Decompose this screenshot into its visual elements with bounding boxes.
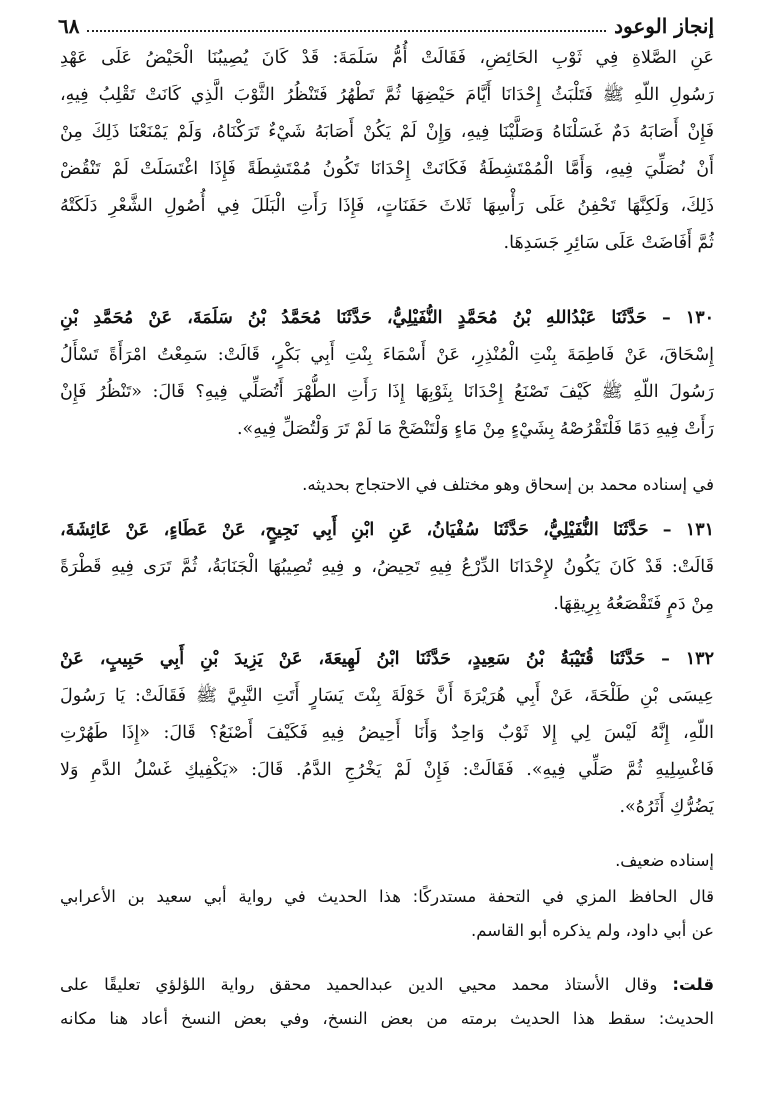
- text-line: يَضُرُّكِ أَثَرُهُ».: [619, 797, 714, 817]
- note-text: عن أبي داود، ولم يذكره أبو القاسم.: [471, 921, 714, 940]
- hadith-first-line: [60, 641, 714, 678]
- hadith-number: ١٣٢: [685, 649, 714, 669]
- note-text: قال الحافظ المزي في التحفة مستدركًا: هذا الحديث في رواية أبي سعيد بن الأعرابي: [60, 887, 714, 906]
- text-line: ذَلِكَ، وَلَكِنَّهَا تَحْفِنُ عَلَى رَأْسِهَا ثَلاثَ حَفَنَاتٍ، فَإِذَا رَأَتِ الْبَلَلَ فِي أُصُولِ الشَّعْرِ دَلَكَتْهُ: [60, 196, 714, 216]
- text-line: رَأَتْ فِيهِ دَمًا فَلْتَقْرُصْهُ بِشَيْءٍ مِنْ مَاءٍ وَلْتَنْضَحْ مَا لَمْ تَرَ وَلْتُصَلِّ فِيهِ».: [236, 419, 714, 439]
- note-text: وقال الأستاذ محمد محيي الدين عبدالحميد محقق رواية اللؤلؤي تعليقًا على: [60, 975, 673, 994]
- text-line: أَنْ نُصَلِّيَ فِيهِ، وَأَمَّا الْمُمْتَشِطَةُ فَكَانَتْ إِحْدَانَا تَكُونُ مُمْتَشِطَةً فَإِذَا اغْتَسَلَتْ لَمْ تَنْقُضْ: [60, 159, 714, 179]
- hadith-first-line: [60, 512, 714, 549]
- text-line: حَدَّثَنَا عَبْدُاللهِ بْنُ مُحَمَّدٍ النُّفَيْلِيُّ، حَدَّثَنَا مُحَمَّدُ بْنُ سَلَمَةَ، عَنْ مُحَمَّدِ بْنِ: [60, 308, 647, 328]
- text-line: حَدَّثَنَا النُّفَيْلِيُّ، حَدَّثَنَا سُفْيَانُ، عَنِ ابْنِ أَبِي نَجِيحٍ، عَنْ عَطَاءٍ، عَنْ عَائِشَةَ،: [60, 520, 649, 540]
- hadith-first-line: [60, 300, 714, 337]
- book-title: إنجاز الوعود: [614, 14, 714, 38]
- text-line: ثُمَّ أَفَاضَتْ عَلَى سَائِرِ جَسَدِهَا.: [503, 233, 714, 253]
- hadith-dash: –: [646, 308, 686, 328]
- qultu-label: قلت:: [672, 975, 714, 994]
- text-line: إِسْحَاقَ، عَنْ فَاطِمَةَ بِنْتِ الْمُنْذِرِ، عَنْ أَسْمَاءَ بِنْتِ أَبِي بَكْرٍ، قَالَتْ: سَمِعْتُ امْرَأَةً تَسْأَلُ: [60, 345, 714, 365]
- note-text: في إسناده محمد بن إسحاق وهو مختلف في الاحتجاج بحديثه.: [302, 475, 714, 494]
- text-line: مِنْ دَمٍ فَتَقْصَعُهُ بِرِيقِهَا.: [553, 594, 714, 614]
- isnad-note-130: [60, 468, 714, 502]
- isnad-note-132: [60, 844, 714, 878]
- qultu-commentary: [60, 968, 714, 1036]
- mizzi-commentary: [60, 880, 714, 948]
- text-line: فَإِنْ أَصَابَهُ دَمٌ غَسَلْنَاهُ وَصَلَّيْنَا فِيهِ، وَإِنْ لَمْ يَكُنْ أَصَابَهُ شَيْءٌ تَرَكْنَاهُ، وَلَمْ يَمْنَعْنَا ذَلِكَ مِنْ: [60, 122, 714, 142]
- note-text: الحديث: سقط هذا الحديث برمته من بعض النسخ، وفي بعض النسخ أعاد هنا مكانه: [60, 1009, 714, 1028]
- note-first-line: [60, 968, 714, 1002]
- hadith-dash: –: [648, 520, 686, 540]
- text-line: قَالَتْ: قَدْ كَانَ يَكُونُ لإِحْدَانَا الدِّرْعُ فِيهِ تَحِيضُ، و فِيهِ تُصِيبُهَا الْجَنَابَةُ، ثُمَّ تَرَى فِيهِ قَطْرَةً: [60, 557, 714, 577]
- hadith-130: [60, 300, 714, 448]
- text-line: اللّهِ، إِنَّهُ لَيْسَ لِي إِلا ثَوْبٌ وَاحِدٌ وَأَنَا أَحِيضُ فِيهِ فَكَيْفَ أَصْنَعُ؟ قَالَ: «إِذَا طَهُرْتِ: [60, 723, 714, 743]
- text-line: رَسُولَ اللّهِ ﷺ كَيْفَ تَصْنَعُ إِحْدَانَا بِثَوْبِهَا إِذَا رَأَتِ الطُّهْرَ أَتُصَلِّي فِيهِ؟ قَالَ: «تَنْظُرُ فَإِنْ: [60, 382, 714, 402]
- hadith-dash: –: [645, 649, 686, 669]
- note-text: إسناده ضعيف.: [615, 851, 714, 870]
- text-line: رَسُولِ اللّهِ ﷺ فَتَلْبَثُ إِحْدَانَا أَيَّامَ حَيْضِهَا ثُمَّ تَطْهُرُ فَتَنْظُرُ الثَّوْبَ الَّذِي كَانَتْ تَقْلِبُ فِيهِ،: [60, 85, 714, 105]
- text-line: عَنِ الصَّلاةِ فِي ثَوْبِ الحَائِضِ، فَقَالَتْ أُمُّ سَلَمَةَ: قَدْ كَانَ يُصِيبُنَا الْحَيْضُ عَلَى عَهْدِ: [60, 48, 714, 68]
- page-header: [58, 8, 714, 38]
- hadith-continuation: [60, 40, 714, 262]
- hadith-number: ١٣١: [685, 520, 714, 540]
- page-number: ٦٨: [58, 14, 80, 38]
- hadith-number: ١٣٠: [685, 308, 714, 328]
- hadith-132: [60, 641, 714, 826]
- text-line: عِيسَى بْنِ طَلْحَةَ، عَنْ أَبِي هُرَيْرَةَ أَنَّ خَوْلَةَ بِنْتَ يَسَارٍ أَتَتِ النَّبِيَّ ﷺ فَقَالَتْ: يَا رَسُولَ: [60, 686, 714, 706]
- text-line: حَدَّثَنَا قُتَيْبَةُ بْنُ سَعِيدٍ، حَدَّثَنَا ابْنُ لَهِيعَةَ، عَنْ يَزِيدَ بْنِ أَبِي حَبِيبٍ، عَنْ: [60, 649, 646, 669]
- header-dotted-leader: [87, 30, 606, 32]
- text-line: فَاغْسِلِيهِ ثُمَّ صَلِّي فِيهِ». فَقَالَتْ: فَإِنْ لَمْ يَخْرُجِ الدَّمُ. قَالَ: «يَكْفِيكِ غَسْلُ الدَّمِ وَلا: [60, 760, 714, 780]
- hadith-131: [60, 512, 714, 623]
